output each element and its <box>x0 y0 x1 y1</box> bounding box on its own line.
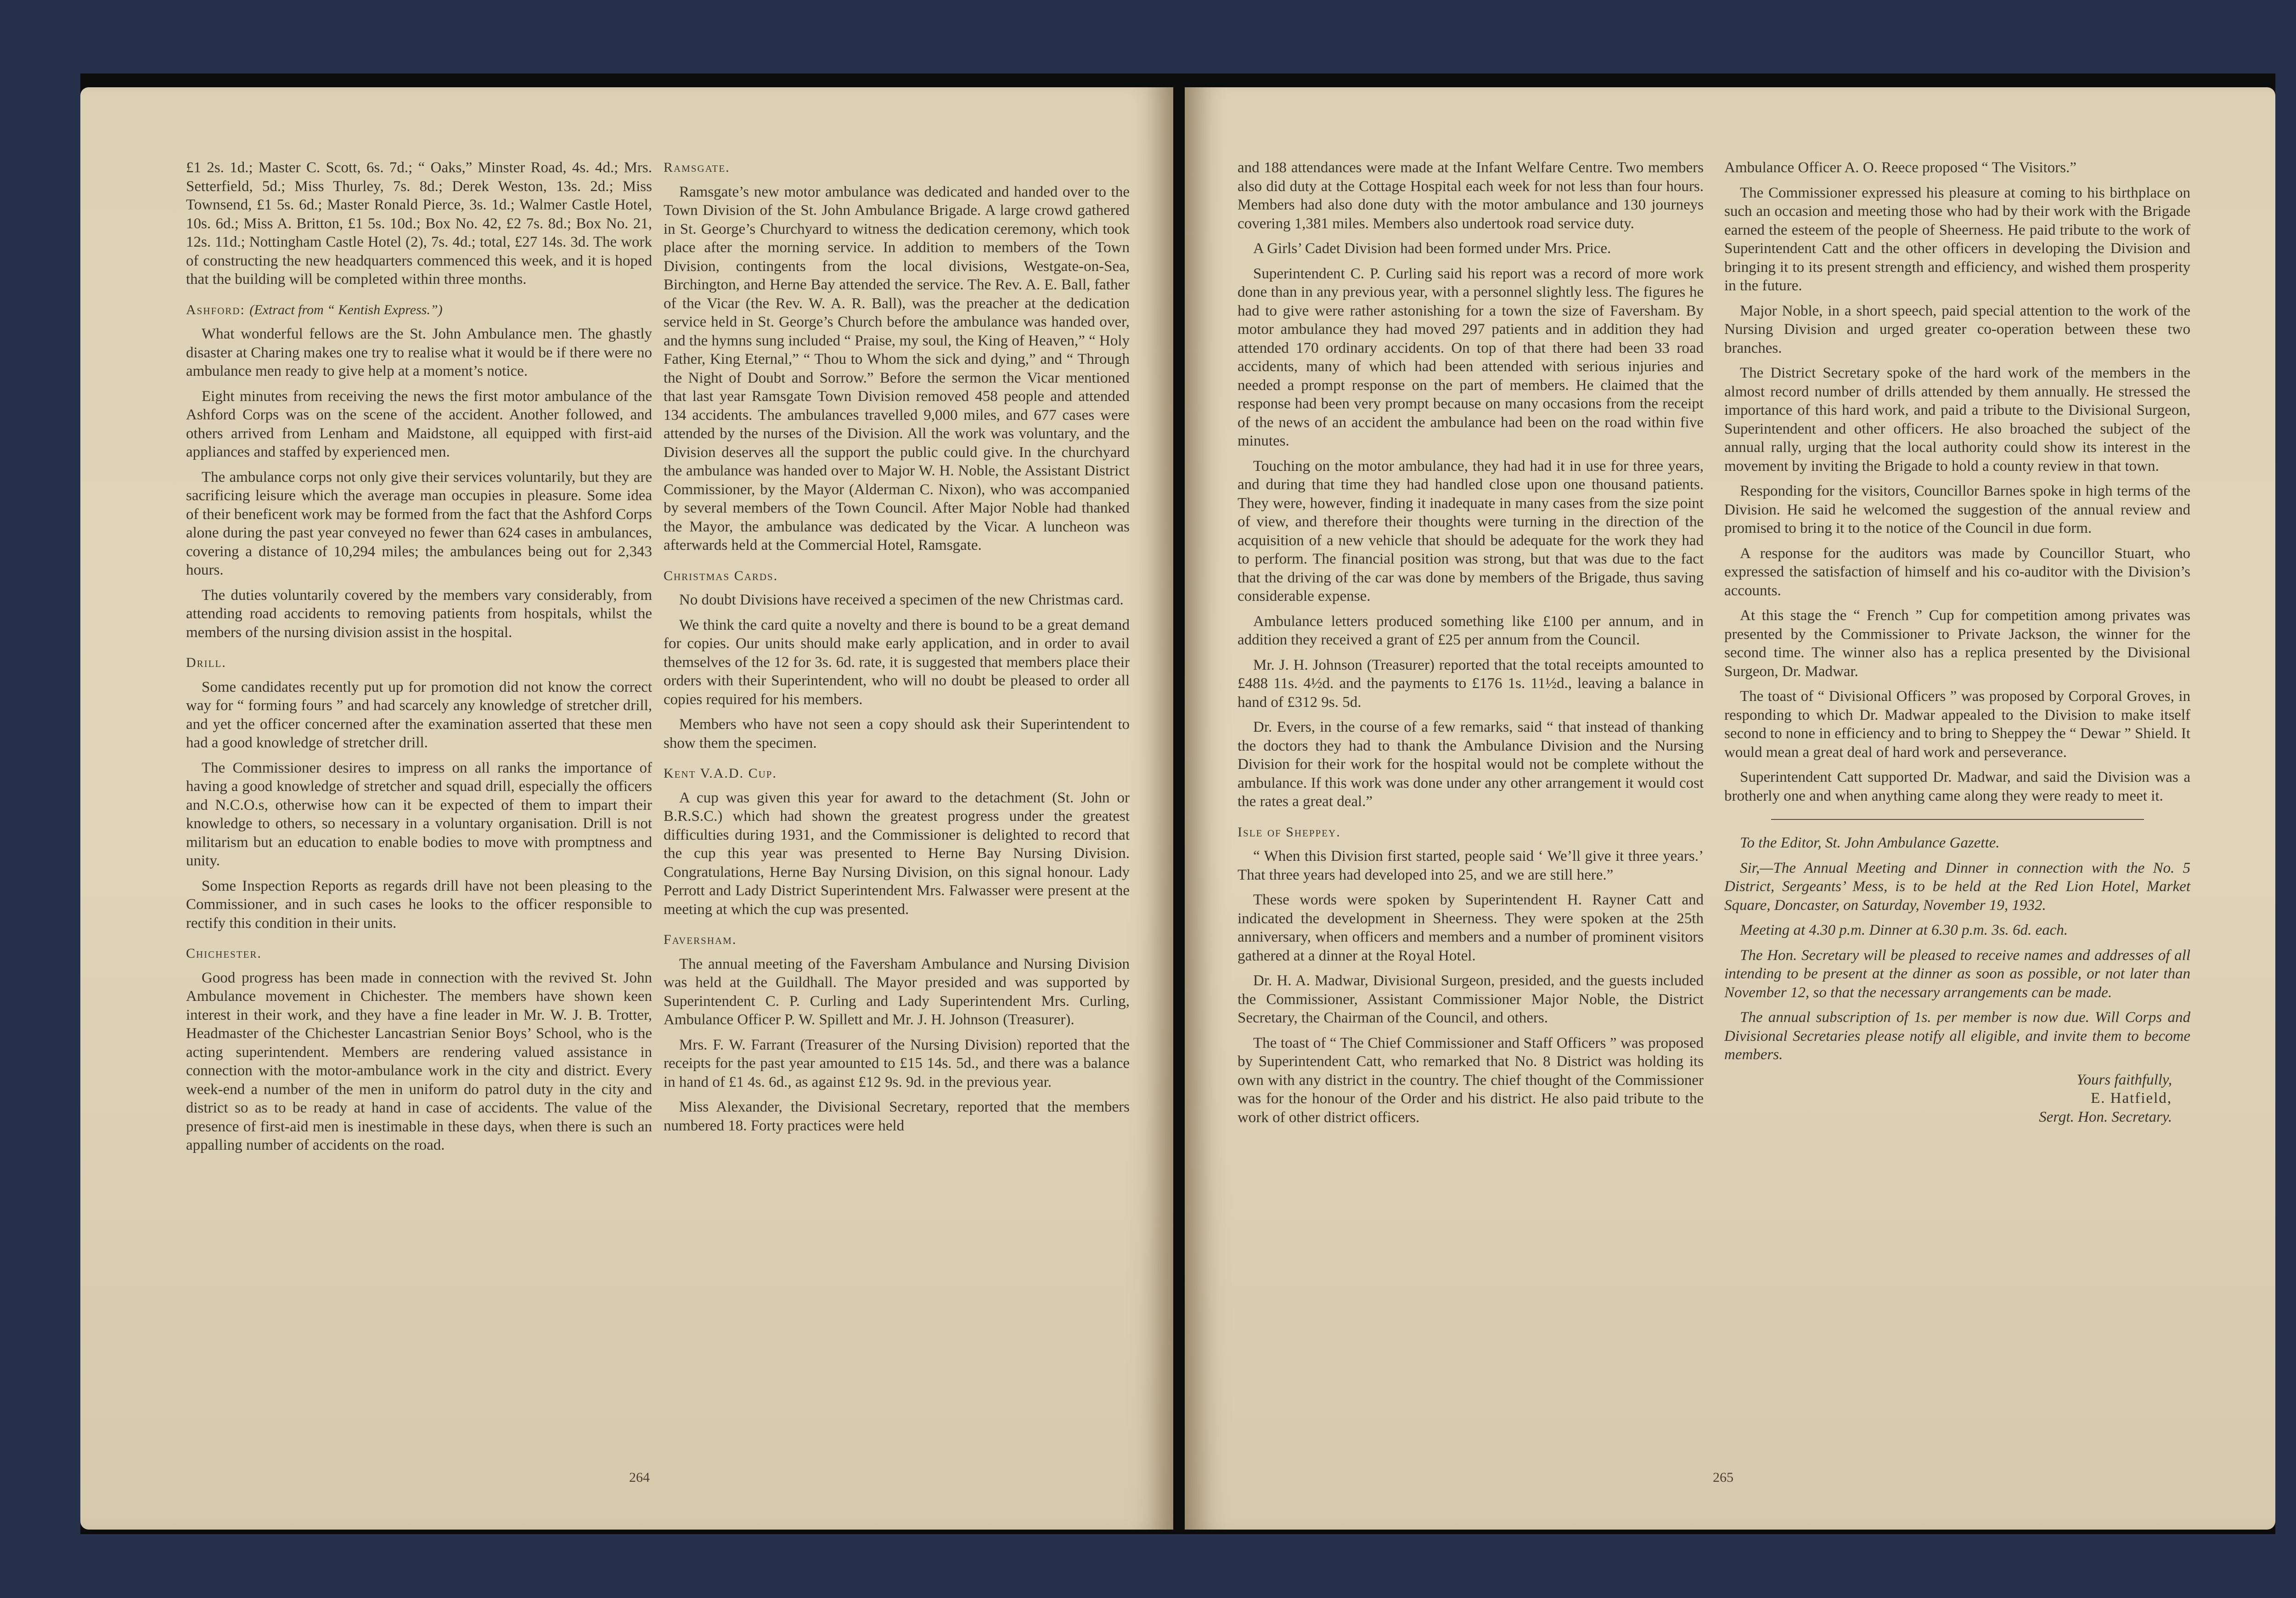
section-heading <box>664 567 1130 586</box>
section-heading-text: Ramsgate. <box>664 160 730 175</box>
section-heading <box>664 931 1130 949</box>
section-heading <box>1238 823 1704 842</box>
body-paragraph: £1 2s. 1d.; Master C. Scott, 6s. 7d.; “ Oaks,” Minster Road, 4s. 4d.; Mrs. Setterfield, 5d.; Miss Thurley, 7s. 8d.; Derek Weston, 13s. 2d.; Miss Townsend, £1 5s. 6d.; Master Ronald Pierce, 3s. 1d.; Walmer Castle Hotel, 10s. 6d.; Miss A. Britton, £1 5s. 10d.; Box No. 42, £2 7s. 8d.; Box No. 21, 12s. 11d.; Nottingham Castle Hotel (2), 7s. 4d.; total, £27 14s. 3d. The work of constructing the new headquarters commenced this week, and it is hoped that the building will be completed within three months. <box>186 159 652 288</box>
left-page <box>80 87 1173 1530</box>
right-page-column-1 <box>1238 158 1704 1133</box>
body-paragraph: Good progress has been made in connection with the revived St. John Ambulance movement in Chichester. The members have shown keen interest in their work, and they have a fine leader in Mr. W. J. B. Trotter, Headmaster of the Chichester Lancastrian Senior Boys’ School, who is the acting superintendent. Members are rendering valued assistance in connection with the motor-ambulance work in the city and district. Every week-end a number of the men in uniform do patrol duty in the city and district so as to be ready at hand in case of accidents. The value of the presence of first-aid men is inestimable in these days, when there is such an appalling number of accidents on the road. <box>186 969 652 1153</box>
body-paragraph: We think the card quite a novelty and there is bound to be a great demand for copies. Our units should make early application, and in order to avail themselves of the 12 for 3s. 6d. rate, it is suggested that members place their orders with their Superintendent, who will no doubt be pleased to order all copies required for his members. <box>664 616 1130 708</box>
body-paragraph: Mrs. F. W. Farrant (Treasurer of the Nursing Division) reported that the receipts for the past year amounted to £15 14s. 5d., and there was a balance in hand of £1 4s. 6d., as against £12 9s. 9d. in the previous year. <box>664 1036 1130 1090</box>
body-paragraph: The annual meeting of the Faversham Ambulance and Nursing Division was held at the Guildhall. The Mayor presided and was supported by Superintendent C. P. Curling and Lady Superintendent Mrs. Curling, Ambulance Officer P. W. Spillett and Mr. J. H. Johnson (Treasurer). <box>664 955 1130 1028</box>
body-paragraph: Ambulance letters produced something like £100 per annum, and in addition they received a grant of £25 per annum from the Council. <box>1238 613 1704 648</box>
body-paragraph: The District Secretary spoke of the hard work of the members in the almost record number of drills attended by them annually. He stressed the importance of this hard work, and paid a tribute to the Divisional Surgeon, Superintendent and other officers. He also broached the subject of the annual rally, urging that the local authority could show its interest in the movement by inviting the Brigade to hold a county review in that town. <box>1724 365 2190 474</box>
body-paragraph: A Girls’ Cadet Division had been formed under Mrs. Price. <box>1253 240 1611 257</box>
body-paragraph: Members who have not seen a copy should ask their Superintendent to show them the specimen. <box>664 716 1130 751</box>
section-heading-text: Ashford: <box>186 302 245 317</box>
body-paragraph: Miss Alexander, the Divisional Secretary, reported that the members numbered 18. Forty practices were held <box>664 1099 1130 1134</box>
body-paragraph: Superintendent C. P. Curling said his report was a record of more work done than in any previous year, with a personnel slightly less. The figures he had to give were rather astonishing for a town the size of Faversham. By motor ambulance they had moved 297 patients and in addition they had attended 170 ordinary accidents. On top of that there had been 33 road accidents, many of which had been attended with serious injuries and needed a prompt response on the part of members. He claimed that the response had been very prompt because on many occasions from the receipt of the news of an accident the ambulance had been on the road within five minutes. <box>1238 265 1704 449</box>
body-paragraph: The Commissioner expressed his pleasure at coming to his birthplace on such an occasion and meeting those who had by their work with the Brigade earned the esteem of the people of Sheerness. He paid tribute to the work of Superintendent Catt and the other officers in developing the Division and bringing it to its present strength and efficiency, and wished them prosperity in the future. <box>1724 184 2190 294</box>
body-paragraph: The Commissioner desires to impress on all ranks the importance of having a good knowledge of stretcher and squad drill, especially the officers and N.C.O.s, otherwise how can it be expected of them to impart their knowledge to others, so necessary in a voluntary organisation. Drill is not militarism but an education to enable bodies to move with promptness and unity. <box>186 759 652 869</box>
letter-signoff: Yours faithfully, <box>2077 1071 2172 1088</box>
body-paragraph: Some candidates recently put up for promotion did not know the correct way for “ forming fours ” and had scarcely any knowledge of stretcher drill, and yet the officer concerned after the examination asserted that these men had a good knowledge of stretcher drill. <box>186 678 652 751</box>
letter-paragraph: The Hon. Secretary will be pleased to receive names and addresses of all intending to be present at the dinner as soon as possible, or not later than November 12, so that the necessary arrangements can be made. <box>1724 947 2190 1001</box>
body-paragraph: Dr. H. A. Madwar, Divisional Surgeon, presided, and the guests included the Commissioner, Assistant Commissioner Major Noble, the District Secretary, the Chairman of the Council, and others. <box>1238 972 1704 1026</box>
right-page-column-2 <box>1724 158 2190 1126</box>
section-heading-text: Faversham. <box>664 932 737 947</box>
book-spread <box>80 73 2275 1534</box>
section-heading <box>664 764 1130 783</box>
body-paragraph: A response for the auditors was made by Councillor Stuart, who expressed the satisfaction of himself and his co-auditor with the Division’s accounts. <box>1724 545 2190 599</box>
letter-paragraph: The annual subscription of 1s. per member is now due. Will Corps and Divisional Secretaries please notify all eligible, and invite them to become members. <box>1724 1009 2190 1063</box>
section-heading-text: Drill. <box>186 655 226 670</box>
page-number-left: 264 <box>629 1470 650 1485</box>
body-paragraph: Eight minutes from receiving the news the first motor ambulance of the Ashford Corps was on the scene of the accident. Another followed, and others arrived from Lenham and Maidstone, all equipped with first-aid appliances and staffed by experienced men. <box>186 388 652 460</box>
body-paragraph: Major Noble, in a short speech, paid special attention to the work of the Nursing Division and urged greater co-operation between these two branches. <box>1724 302 2190 356</box>
section-heading-text: Chichester. <box>186 946 262 961</box>
body-paragraph: Ambulance Officer A. O. Reece proposed “ The Visitors.” <box>1724 159 2077 176</box>
body-paragraph: At this stage the “ French ” Cup for competition among privates was presented by the Commissioner to Private Jackson, the winner for the second time. The winner also has a replica presented by the Divisional Surgeon, Dr. Madwar. <box>1724 607 2190 680</box>
body-paragraph: The toast of “ Divisional Officers ” was proposed by Corporal Groves, in responding to which Dr. Madwar appealed to the Division to make itself second to none in efficiency and to bring to Sheppey the “ Dewar ” Shield. It would mean a great deal of hard work and perseverance. <box>1724 688 2190 761</box>
letter-to-editor <box>1724 834 2190 1126</box>
body-paragraph: Superintendent Catt supported Dr. Madwar, and said the Division was a brotherly one and when anything came along they were ready to meet it. <box>1724 769 2190 804</box>
letter-paragraph: To the Editor, St. John Ambulance Gazette. <box>1740 835 2000 851</box>
body-paragraph: Dr. Evers, in the course of a few remarks, said “ that instead of thanking the doctors they had to thank the Ambulance Division and the Nursing Division for their work for the hospital would not be complete without the ambulance. If this work was done under any other arrangement it would cost the rates a great deal.” <box>1238 719 1704 810</box>
section-heading-text: Kent V.A.D. Cup. <box>664 766 777 781</box>
section-heading-source: (Extract from “ Kentish Express.”) <box>249 302 443 317</box>
body-paragraph: No doubt Divisions have received a specimen of the new Christmas card. <box>679 592 1124 608</box>
letter-signatory: E. Hatfield, <box>2090 1090 2172 1107</box>
body-paragraph: These words were spoken by Superintendent H. Rayner Catt and indicated the development in Sheerness. They were spoken at the 25th anniversary, when officers and members and a number of prominent visitors gathered at a dinner at the Royal Hotel. <box>1238 892 1704 964</box>
section-heading-text: Isle of Sheppey. <box>1238 824 1341 840</box>
section-heading <box>664 158 1130 177</box>
section-divider <box>1771 819 2144 820</box>
section-heading <box>186 654 652 672</box>
body-paragraph: and 188 attendances were made at the Infant Welfare Centre. Two members also did duty at the Cottage Hospital each week for not less than four hours. Members had also done duty with the motor ambulance and 130 journeys covering 1,381 miles. Members also undertook road service duty. <box>1238 159 1704 232</box>
body-paragraph: “ When this Division first started, people said ‘ We’ll give it three years.’ That three years had developed into 25, and we are still here.” <box>1238 848 1704 883</box>
body-paragraph: The toast of “ The Chief Commissioner and Staff Officers ” was proposed by Superintendent Catt, who remarked that No. 8 District was holding its own with any district in the country. The chief thought of the Commissioner was for the honour of the Order and his district. He also paid tribute to the work of other district officers. <box>1238 1034 1704 1126</box>
right-page <box>1185 87 2275 1530</box>
letter-paragraph: Meeting at 4.30 p.m. Dinner at 6.30 p.m. 3s. 6d. each. <box>1740 922 2068 938</box>
section-heading <box>186 944 652 963</box>
section-heading-text: Christmas Cards. <box>664 568 778 583</box>
body-paragraph: Responding for the visitors, Councillor Barnes spoke in high terms of the Division. He said he welcomed the suggestion of the annual review and promised to bring it to the notice of the Council in due form. <box>1724 483 2190 536</box>
letter-signoff: Sergt. Hon. Secretary. <box>2039 1108 2172 1125</box>
body-paragraph: Ramsgate’s new motor ambulance was dedicated and handed over to the Town Division of the St. John Ambulance Brigade. A large crowd gathered in St. George’s Churchyard to witness the dedication ceremony, which took place after the morning service. In addition to members of the Town Division, contingents from the local divisions, Westgate-on-Sea, Birchington, and Herne Bay attended the service. The Rev. A. E. Ball, father of the Vicar (the Rev. W. A. R. Ball), was the preacher at the dedication service held in St. George’s Church before the ambulance was handed over, and the hymns sung included “ Praise, my soul, the King of Heaven,” “ Holy Father, King Eternal,” “ Thou to Whom the sick and dying,” and “ Through the Night of Doubt and Sorrow.” Before the sermon the Vicar mentioned that last year Ramsgate Town Division removed 458 people and attended 134 accidents. The ambulances travelled 9,000 miles, and 677 cases were attended by the nurses of the Division. All the work was voluntary, and the Division deserves all the support the public could give. In the churchyard the ambulance was handed over to Major W. H. Noble, the Assistant District Commissioner, by the Mayor (Alderman C. Nixon), who was accompanied by several members of the Town Council. After Major Noble had thanked the Mayor, the ambulance was dedicated by the Vicar. A luncheon was afterwards held at the Commercial Hotel, Ramsgate. <box>664 183 1130 553</box>
body-paragraph: A cup was given this year for award to the detachment (St. John or B.R.S.C.) which had shown the greatest progress under the greatest difficulties during 1931, and the Commissioner is delighted to record that the cup this year was presented to Herne Bay Nursing Division. Congratulations, Herne Bay Nursing Division, on this signal honour. Lady Perrott and Lady District Superintendent Mrs. Falwasser were present at the meeting at which the cup was presented. <box>664 789 1130 918</box>
page-number-right: 265 <box>1713 1470 1733 1485</box>
left-page-column-2 <box>664 158 1130 1141</box>
body-paragraph: Touching on the motor ambulance, they had had it in use for three years, and during that time they had handled close upon one thousand patients. They were, however, finding it inadequate in many cases from the size point of view, and therefore their thoughts were turning in the direction of the acquisition of a new vehicle that should be adequate for the work they had to perform. The financial position was strong, but that was due to the fact that the driving of the car was done by members of the Brigade, thus saving considerable expense. <box>1238 457 1704 604</box>
body-paragraph: Some Inspection Reports as regards drill have not been pleasing to the Commissioner, and in such cases he looks to the officer responsible to rectify this condition in their units. <box>186 877 652 932</box>
body-paragraph: The duties voluntarily covered by the members vary considerably, from attending road accidents to removing patients from hospitals, whilst the members of the nursing division assist in the hospital. <box>186 587 652 641</box>
body-paragraph: The ambulance corps not only give their services voluntarily, but they are sacrificing leisure which the average man occupies in pleasure. Some idea of their beneficent work may be formed from the fact that the Ashford Corps alone during the past year conveyed no fewer than 624 cases in ambulances, covering a distance of 10,294 miles; the ambulances being out for 2,343 hours. <box>186 469 652 578</box>
body-paragraph: Mr. J. H. Johnson (Treasurer) reported that the total receipts amounted to £488 11s. 4½d. and the payments to £176 1s. 11½d., leaving a balance in hand of £312 9s. 5d. <box>1238 656 1704 711</box>
left-page-column-1 <box>186 158 652 1161</box>
section-heading <box>186 301 652 320</box>
letter-paragraph: Sir,—The Annual Meeting and Dinner in connection with the No. 5 District, Sergeants’ Mess, is to be held at the Red Lion Hotel, Market Square, Doncaster, on Saturday, November 19, 1932. <box>1724 859 2190 914</box>
body-paragraph: What wonderful fellows are the St. John Ambulance men. The ghastly disaster at Charing makes one try to realise what it would be if there were no ambulance men ready to give help at a moment’s notice. <box>186 326 652 379</box>
